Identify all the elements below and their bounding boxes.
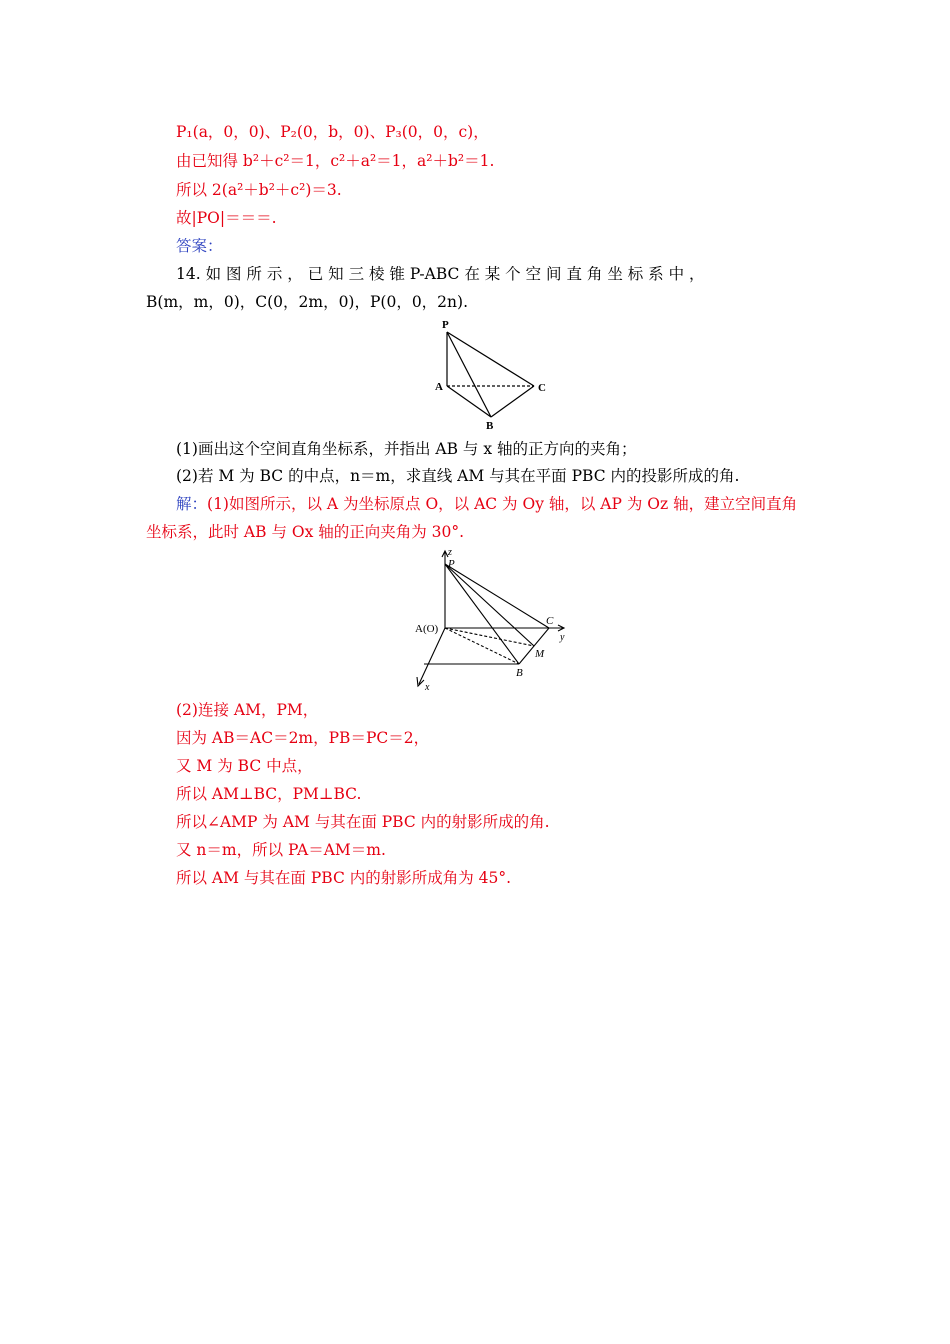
solution-part2-line5: 所以∠AMP 为 AM 与其在面 PBC 内的射影所成的角.	[176, 813, 550, 831]
solution-part1-text: (1)如图所示，以 A 为坐标原点 O，以 AC 为 Oy 轴，以 AP 为 Oz 轴，建立空间直角	[207, 495, 798, 513]
edge-pm	[445, 564, 534, 646]
solution-part2-line2: 因为 AB＝AC＝2m，PB＝PC＝2，	[176, 729, 430, 747]
solution-part2-line7: 所以 AM 与其在面 PBC 内的射影所成角为 45°.	[176, 869, 512, 887]
label-z: z	[448, 547, 452, 558]
label-x: x	[425, 682, 430, 693]
solution-part1-line2: 坐标系，此时 AB 与 Ox 轴的正向夹角为 30°.	[146, 523, 465, 541]
edge-pb	[447, 332, 491, 417]
label-c: C	[538, 382, 546, 394]
label-ao: A(O)	[415, 623, 439, 635]
label-m: M	[535, 648, 545, 660]
edge-ob-hidden	[445, 628, 519, 664]
solution-part2-line4: 所以 AM⊥BC，PM⊥BC.	[176, 785, 362, 803]
question-14-coords: B(m，m，0)，C(0，2m，0)，P(0，0，2n).	[146, 293, 468, 311]
label-a: A	[435, 381, 443, 393]
solution-part2-line1: (2)连接 AM，PM，	[176, 701, 319, 719]
solution-line-known: 由已知得 b²＋c²＝1，c²＋a²＝1，a²＋b²＝1.	[176, 152, 495, 170]
solution-part1-line1	[176, 494, 797, 514]
label-b: B	[516, 667, 523, 679]
question-14-part2: (2)若 M 为 BC 的中点，n＝m，求直线 AM 与其在平面 PBC 内的投影所成的角.	[176, 467, 740, 485]
label-b: B	[486, 420, 494, 432]
edge-pb	[445, 564, 519, 664]
solution-line-sum: 所以 2(a²＋b²＋c²)＝3.	[176, 181, 342, 199]
edge-bc	[491, 386, 534, 417]
label-y: y	[560, 632, 565, 643]
edge-pc	[445, 564, 549, 628]
label-c: C	[546, 615, 554, 627]
question-14-stem: 14. 如 图 所 示 ， 已 知 三 棱 锥 P-ABC 在 某 个 空 间 直 角 坐 标 系 中 ，	[176, 265, 705, 283]
x-axis	[419, 628, 445, 684]
coordinate-system-figure	[405, 546, 585, 694]
tetrahedron-figure	[430, 314, 560, 432]
edge-ab	[447, 386, 491, 417]
solution-line-points: P₁(a，0，0)、P₂(0，b，0)、P₃(0，0，c)，	[176, 123, 489, 141]
solution-part2-line6: 又 n＝m，所以 PA＝AM＝m.	[176, 841, 386, 859]
solution-label: 解：	[176, 495, 208, 513]
answer-label: 答案：	[176, 237, 223, 255]
label-p: P	[442, 319, 449, 331]
edge-pc	[447, 332, 534, 386]
solution-line-po: 故|PO|＝＝＝.	[176, 209, 277, 227]
label-p: P	[448, 558, 455, 570]
question-14-part1: (1)画出这个空间直角坐标系，并指出 AB 与 x 轴的正方向的夹角；	[176, 440, 637, 458]
solution-part2-line3: 又 M 为 BC 中点，	[176, 757, 313, 775]
edge-am-hidden	[445, 628, 534, 646]
